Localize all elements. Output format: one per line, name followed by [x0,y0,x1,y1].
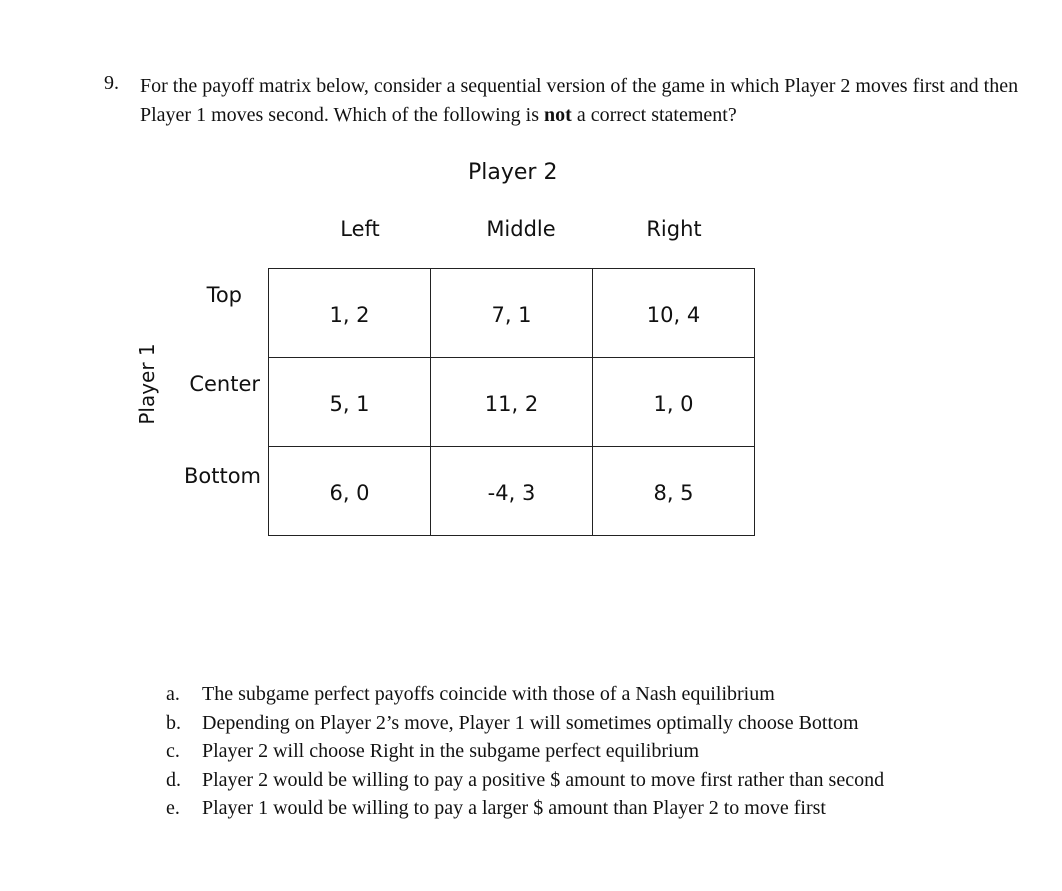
answer-option-c [166,737,884,766]
answer-letter: a. [166,683,180,705]
payoff-cell: 1, 0 [593,358,755,447]
matrix-row-center [269,358,755,447]
player2-label: Player 2 [468,160,558,185]
column-header-right: Right [646,217,702,241]
answer-option-d [166,766,884,795]
payoff-matrix [268,268,755,536]
matrix-row-bottom [269,447,755,536]
payoff-cell: 1, 2 [269,269,431,358]
payoff-cell: 5, 1 [269,358,431,447]
matrix-row-top [269,269,755,358]
answer-text: Player 2 would be willing to pay a positive $ amount to move first rather than second [202,768,885,791]
answer-text: The subgame perfect payoffs coincide with those of a Nash equilibrium [202,683,775,705]
payoff-cell: -4, 3 [431,447,593,536]
payoff-cell: 10, 4 [593,269,755,358]
answer-letter: e. [166,797,180,819]
question-text-start: For the payoff matrix below, consider a sequential version of the game in which Player 2 moves first and then Player 1 moves second. Which of the following is [140,75,1019,126]
payoff-cell: 7, 1 [431,269,593,358]
row-header-bottom: Bottom [183,464,261,488]
answer-text: Depending on Player 2’s move, Player 1 will sometimes optimally choose Bottom [202,711,859,734]
answer-option-b [166,709,884,738]
question-text [140,72,1020,130]
payoff-cell: 11, 2 [431,358,593,447]
answer-letter: c. [166,740,180,762]
payoff-cell: 6, 0 [269,447,431,536]
column-header-left: Left [340,217,380,241]
answer-text: Player 1 would be willing to pay a larger $ amount than Player 2 to move first [202,797,826,819]
answer-letter: b. [166,711,181,734]
answer-option-e [166,794,884,823]
row-header-top: Top [206,283,242,307]
question-number: 9. [104,72,119,94]
payoff-cell: 8, 5 [593,447,755,536]
answer-text: Player 2 will choose Right in the subgame perfect equilibrium [202,740,700,762]
answer-option-a [166,680,884,709]
question-text-end: a correct statement? [571,104,737,126]
player1-label: Player 1 [135,343,159,425]
answer-list [166,680,884,823]
column-header-middle: Middle [486,217,556,241]
question-emphasis: not [544,104,572,126]
answer-letter: d. [166,768,181,791]
row-header-center: Center [189,372,260,396]
